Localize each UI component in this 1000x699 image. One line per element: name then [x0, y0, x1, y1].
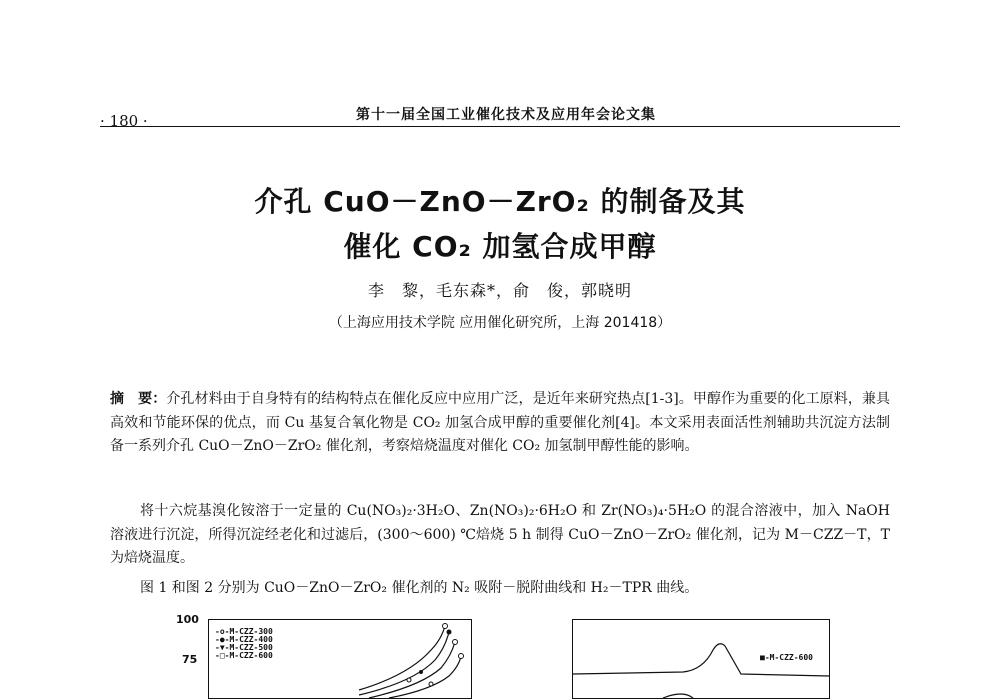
figure-intro-paragraph: 图 1 和图 2 分别为 CuO－ZnO－ZrO₂ 催化剂的 N₂ 吸附－脱附曲线和 H₂－TPR 曲线。	[140, 580, 699, 596]
isotherm-curve	[359, 626, 445, 690]
header-rule	[100, 126, 900, 127]
abstract-text: 介孔材料由于自身特有的结构特点在催化反应中应用广泛，是近年来研究热点[1-3]。甲醇作为重要的化工原料，兼具高效和节能环保的优点，而 Cu 基复合氧化物是 CO₂ 加氢合成甲醇的重要催化剂[4]。本文采用表面活性剂辅助共沉淀方法制备一系列介孔 CuO－ZnO－ZrO₂ 催化剂，考察焙烧温度对催化 CO₂ 加氢制甲醇性能的影响。	[110, 391, 890, 454]
abstract	[110, 388, 890, 459]
legend-entry: ■-M-CZZ-600	[760, 653, 813, 662]
legend-entry: -o-M-CZZ-300	[215, 627, 273, 636]
data-point	[419, 670, 423, 674]
data-point	[459, 654, 464, 659]
article-title-line-1: 介孔 CuO－ZnO－ZrO₂ 的制备及其	[254, 185, 746, 218]
data-point	[453, 640, 458, 645]
tpr-line	[663, 694, 693, 698]
legend-entry: -□-M-CZZ-600	[215, 651, 273, 660]
data-point	[443, 624, 448, 629]
data-point	[447, 630, 452, 635]
legend-entry: -▼-M-CZZ-500	[215, 643, 273, 652]
plot-frame	[208, 619, 472, 699]
running-title: 第十一届全国工业催化技术及应用年会论文集	[356, 107, 656, 123]
authors: 李 黎，毛东森*，俞 俊，郭晓明	[367, 281, 632, 300]
y-tick-label: 75	[182, 653, 198, 666]
data-point	[407, 678, 411, 682]
y-tick-label: 100	[176, 613, 199, 626]
isotherm-curves	[209, 620, 471, 698]
page-number: · 180 ·	[100, 112, 148, 130]
affiliation: （上海应用技术学院 应用催化研究所，上海 201418）	[328, 315, 672, 331]
method-paragraph: 将十六烷基溴化铵溶于一定量的 Cu(NO₃)₂·3H₂O、Zn(NO₃)₂·6H₂O 和 Zr(NO₃)₄·5H₂O 的混合溶液中，加入 NaOH 溶液进行沉淀，所得沉淀经老化和过滤后，(300～600) ℃焙烧 5 h 制得 CuO－ZnO－ZrO₂ 催化剂，记为 M－CZZ－T，T 为焙烧温度。	[110, 503, 890, 566]
isotherm-curve	[389, 656, 461, 698]
figure-2-tpr	[572, 613, 832, 683]
article-title-line-2: 催化 CO₂ 加氢合成甲醇	[343, 230, 657, 263]
figure-1-isotherm	[172, 613, 472, 683]
legend-entry: -●-M-CZZ-400	[215, 635, 273, 644]
abstract-label: 摘 要：	[110, 391, 167, 407]
